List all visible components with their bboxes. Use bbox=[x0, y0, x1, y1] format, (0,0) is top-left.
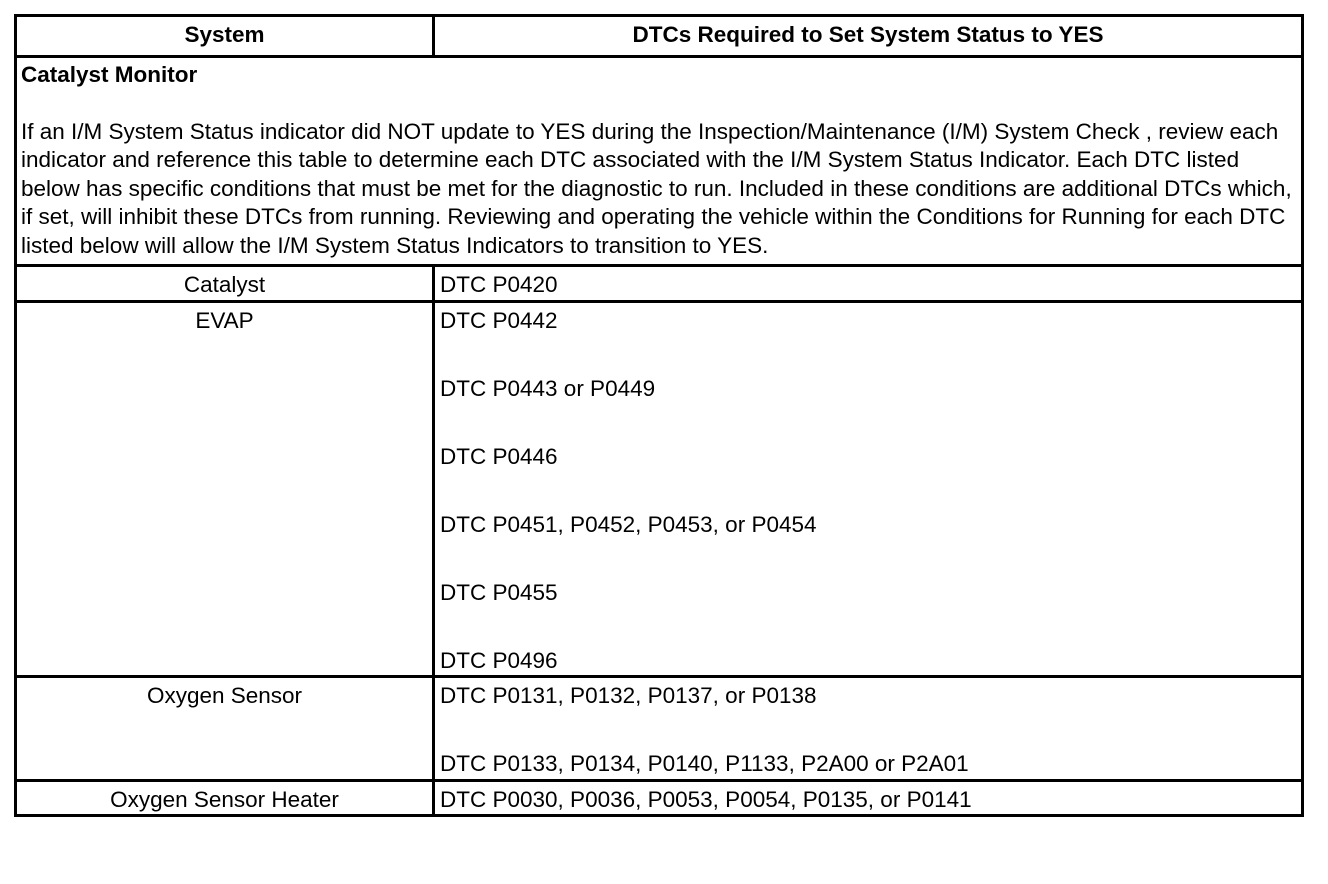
table-row bbox=[16, 780, 1303, 816]
system-cell: EVAP bbox=[16, 301, 434, 677]
section-cell bbox=[16, 57, 1303, 266]
dtc-entry: DTC P0455 bbox=[440, 579, 558, 605]
dtc-status-table bbox=[14, 14, 1304, 817]
dtc-cell bbox=[434, 266, 1303, 302]
table-row bbox=[16, 677, 1303, 781]
system-cell: Oxygen Sensor bbox=[16, 677, 434, 781]
dtc-entry: DTC P0030, P0036, P0053, P0054, P0135, or P0141 bbox=[440, 786, 972, 812]
dtc-cell bbox=[434, 677, 1303, 781]
dtc-entry: DTC P0446 bbox=[440, 443, 558, 469]
header-system: System bbox=[16, 16, 434, 57]
dtc-entry: DTC P0442 bbox=[440, 307, 558, 333]
system-cell: Oxygen Sensor Heater bbox=[16, 780, 434, 816]
dtc-entry: DTC P0133, P0134, P0140, P1133, P2A00 or P2A01 bbox=[440, 751, 969, 776]
dtc-entry: DTC P0131, P0132, P0137, or P0138 bbox=[440, 683, 817, 708]
table-header-row bbox=[16, 16, 1303, 57]
system-cell: Catalyst bbox=[16, 266, 434, 302]
table-row bbox=[16, 266, 1303, 302]
section-row bbox=[16, 57, 1303, 266]
dtc-cell bbox=[434, 301, 1303, 677]
section-title: Catalyst Monitor bbox=[21, 62, 198, 87]
dtc-entry: DTC P0496 bbox=[440, 647, 558, 673]
dtc-cell bbox=[434, 780, 1303, 816]
dtc-entry: DTC P0420 bbox=[440, 272, 558, 297]
table-row bbox=[16, 301, 1303, 677]
dtc-entry: DTC P0443 or P0449 bbox=[440, 375, 656, 401]
header-dtcs: DTCs Required to Set System Status to YES bbox=[434, 16, 1303, 57]
dtc-entry: DTC P0451, P0452, P0453, or P0454 bbox=[440, 511, 817, 537]
section-description: If an I/M System Status indicator did NOT update to YES during the Inspection/Maintenance (I/M) System Check , review each indicator and reference this table to determine each DTC associated with the I/M System Status Indicator. Each DTC listed below has specific conditions that must be met for the diagnostic to run. Included in these conditions are additional DTCs which, if set, will inhibit these DTCs from running. Reviewing and operating the vehicle within the Conditions for Running for each DTC listed below will allow the I/M System Status Indicators to transition to YES. bbox=[21, 118, 1292, 258]
